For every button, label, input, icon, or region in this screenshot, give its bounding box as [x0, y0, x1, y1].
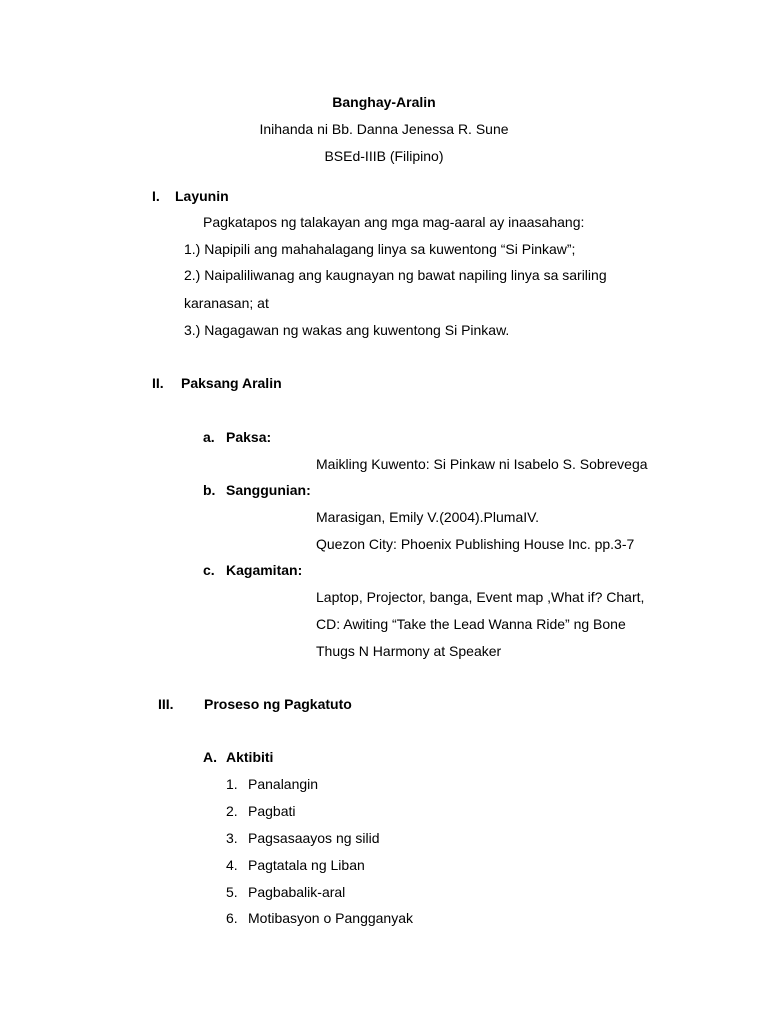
sanggunian-value-2: Quezon City: Phoenix Publishing House Inc. pp.3-7 — [316, 536, 635, 552]
objective-item-2-continued: karanasan; at — [184, 295, 269, 311]
activity-item: Pagbabalik-aral — [248, 884, 346, 900]
document-title: Banghay-Aralin — [332, 94, 436, 110]
objective-item-3: 3.) Nagagawan ng wakas ang kuwentong Si Pinkaw. — [184, 322, 510, 338]
activity-number: 3. — [226, 830, 238, 846]
activity-number: 6. — [226, 910, 238, 926]
paksa-label: Paksa: — [226, 429, 272, 445]
course-label: BSEd-IIIB (Filipino) — [324, 148, 444, 164]
activity-item: Pagtatala ng Liban — [248, 857, 365, 873]
prepared-by: Inihanda ni Bb. Danna Jenessa R. Sune — [259, 121, 509, 137]
section-2-numeral: II. — [152, 375, 164, 391]
activity-number: 2. — [226, 803, 238, 819]
activity-item: Motibasyon o Pangganyak — [248, 910, 413, 926]
activity-item: Pagbati — [248, 803, 296, 819]
sanggunian-marker: b. — [203, 482, 216, 498]
objective-item-2: 2.) Naipaliliwanag ang kaugnayan ng bawat napiling linya sa sariling — [184, 267, 607, 283]
section-3-numeral: III. — [158, 696, 174, 712]
activity-item: Pagsasaayos ng silid — [248, 830, 380, 846]
kagamitan-value-3: Thugs N Harmony at Speaker — [316, 643, 502, 659]
section-1-heading: Layunin — [175, 188, 229, 204]
activity-number: 4. — [226, 857, 238, 873]
paksa-marker: a. — [203, 429, 215, 445]
activity-item: Panalangin — [248, 776, 319, 792]
section-2-heading: Paksang Aralin — [181, 375, 282, 391]
sanggunian-label: Sanggunian: — [226, 482, 311, 498]
aktibiti-heading: Aktibiti — [226, 749, 274, 765]
aktibiti-marker: A. — [203, 749, 217, 765]
objective-item-1: 1.) Napipili ang mahahalagang linya sa kuwentong “Si Pinkaw”; — [184, 241, 576, 257]
activity-number: 5. — [226, 884, 238, 900]
sanggunian-value-1: Marasigan, Emily V.(2004).PlumaIV. — [316, 509, 540, 525]
kagamitan-label: Kagamitan: — [226, 562, 303, 578]
objectives-intro: Pagkatapos ng talakayan ang mga mag-aaral ay inaasahang: — [203, 214, 585, 230]
section-1-numeral: I. — [152, 188, 160, 204]
kagamitan-marker: c. — [203, 562, 215, 578]
kagamitan-value-1: Laptop, Projector, banga, Event map ,What if? Chart, — [316, 589, 645, 605]
section-3-heading: Proseso ng Pagkatuto — [204, 696, 352, 712]
paksa-value: Maikling Kuwento: Si Pinkaw ni Isabelo S. Sobrevega — [316, 456, 648, 472]
activity-number: 1. — [226, 776, 238, 792]
kagamitan-value-2: CD: Awiting “Take the Lead Wanna Ride” ng Bone — [316, 616, 626, 632]
